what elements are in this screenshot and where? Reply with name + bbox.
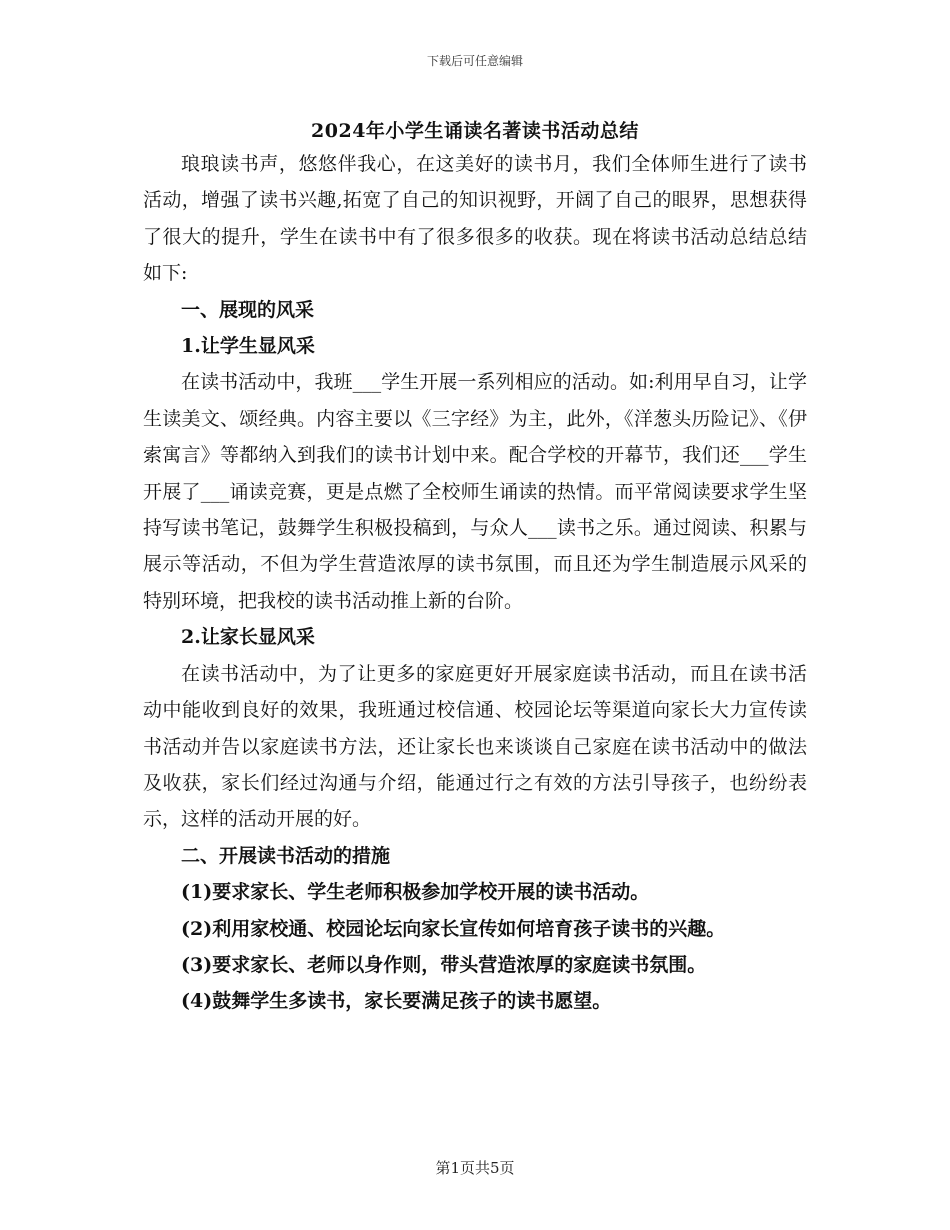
subsection-1-heading: 1.让学生显风采 bbox=[181, 335, 315, 358]
document-title: 2024年小学生诵读名著读书活动总结 bbox=[311, 120, 639, 142]
measure-item: (1)要求家长、学生老师积极参加学校开展的读书活动。 bbox=[181, 881, 650, 904]
document-body bbox=[143, 146, 807, 1020]
measure-item: (3)要求家长、老师以身作则，带头营造浓厚的家庭读书氛围。 bbox=[181, 953, 707, 976]
measure-item: (2)利用家校通、校园论坛向家长宣传如何培育孩子读书的兴趣。 bbox=[181, 917, 726, 940]
subsection-1-paragraph: 在读书活动中，我班___学生开展一系列相应的活动。如:利用早自习，让学生读美文、颂经典。内容主要以《三字经》为主，此外，《洋葱头历险记》、《伊索寓言》等都纳入到我们的读书计划中来。配合学校的开幕节，我们还___学生开展了___诵读竞赛，更是点燃了全校师生诵读的热情。而平常阅读要求学生坚持写读书笔记，鼓舞学生积极投稿到，与众人___读书之乐。通过阅读、积累与展示等活动，不但为学生营造浓厚的读书氛围，而且还为学生制造展示风采的特别环境，把我校的读书活动推上新的台阶。 bbox=[143, 371, 807, 612]
measure-item: (4)鼓舞学生多读书，家长要满足孩子的读书愿望。 bbox=[181, 990, 612, 1013]
section-1-heading: 一、展现的风采 bbox=[181, 298, 315, 321]
page-footer: 第1页共5页 bbox=[435, 1159, 515, 1177]
header-note: 下载后可任意编辑 bbox=[426, 54, 523, 68]
section-2-heading: 二、开展读书活动的措施 bbox=[181, 844, 391, 867]
subsection-2-paragraph: 在读书活动中，为了让更多的家庭更好开展家庭读书活动，而且在读书活动中能收到良好的效果，我班通过校信通、校园论坛等渠道向家长大力宣传读书活动并告以家庭读书方法，还让家长也来谈谈自己家庭在读书活动中的做法及收获，家长们经过沟通与介绍，能通过行之有效的方法引导孩子，也纷纷表示，这样的活动开展的好。 bbox=[143, 662, 807, 831]
subsection-2-heading: 2.让家长显风采 bbox=[181, 626, 315, 649]
intro-paragraph: 琅琅读书声，悠悠伴我心，在这美好的读书月，我们全体师生进行了读书活动，增强了读书兴趣,拓宽了自己的知识视野，开阔了自己的眼界，思想获得了很大的提升，学生在读书中有了很多很多的收获。现在将读书活动总结总结如下: bbox=[143, 153, 807, 285]
